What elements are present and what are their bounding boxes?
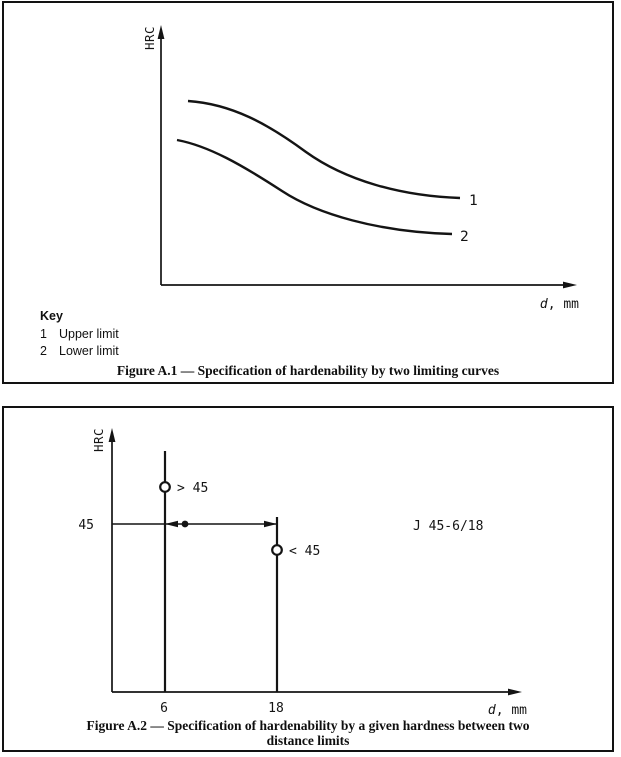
y-axis-arrowhead (109, 428, 116, 442)
x-axis-label (540, 297, 579, 312)
key-block (40, 309, 119, 359)
x-axis-label-unit: , mm (547, 297, 579, 312)
x-axis-label-unit: , mm (495, 703, 527, 718)
open-circle-18mm (272, 545, 282, 555)
key-title: Key (40, 309, 63, 323)
designation-label: J 45-6/18 (413, 519, 484, 534)
key-item-label: Lower limit (59, 344, 119, 358)
key-item (40, 327, 119, 342)
x-axis-arrowhead (508, 689, 522, 696)
figure-a2-caption (4, 719, 612, 748)
key-item-ref: 2 (40, 344, 47, 358)
figure-a1-box (2, 1, 614, 384)
figure-a1-caption: Figure A.1 — Specification of hardenability by two limiting curves (116, 363, 500, 378)
key-item-ref: 1 (40, 327, 47, 341)
tick-label-18: 18 (268, 701, 284, 716)
y-axis-label: HRC (91, 427, 106, 452)
open-circle-6mm (160, 482, 170, 492)
tick-label-6: 6 (160, 701, 168, 716)
figure-a2-box (2, 406, 614, 752)
x-axis-label-d: d (487, 703, 496, 718)
upper-limit-curve (188, 101, 460, 198)
x-axis-label-d: d (539, 297, 548, 312)
y-axis-arrowhead (158, 25, 165, 39)
key-item (40, 344, 119, 359)
label-over-45: > 45 (177, 481, 209, 496)
dimension-dot (182, 521, 189, 528)
lower-limit-curve (177, 140, 452, 234)
key-item-label: Upper limit (59, 327, 119, 341)
figure-a2-caption-line1: Figure A.2 — Specification of hardenability by a given hardness between two (86, 718, 530, 733)
label-under-45: < 45 (289, 544, 321, 559)
hardness-value-label: 45 (78, 518, 94, 533)
x-axis-arrowhead (563, 282, 577, 289)
y-axis-label: HRC (142, 25, 157, 50)
curve-2-label: 2 (460, 229, 469, 245)
dimension-arrow-left (165, 521, 178, 527)
dimension-arrow-right (264, 521, 277, 527)
x-axis-label (488, 703, 527, 718)
figure-a2-caption-line2: distance limits (266, 732, 350, 748)
curve-1-label: 1 (469, 193, 478, 209)
figure-a2-plot (4, 408, 611, 749)
